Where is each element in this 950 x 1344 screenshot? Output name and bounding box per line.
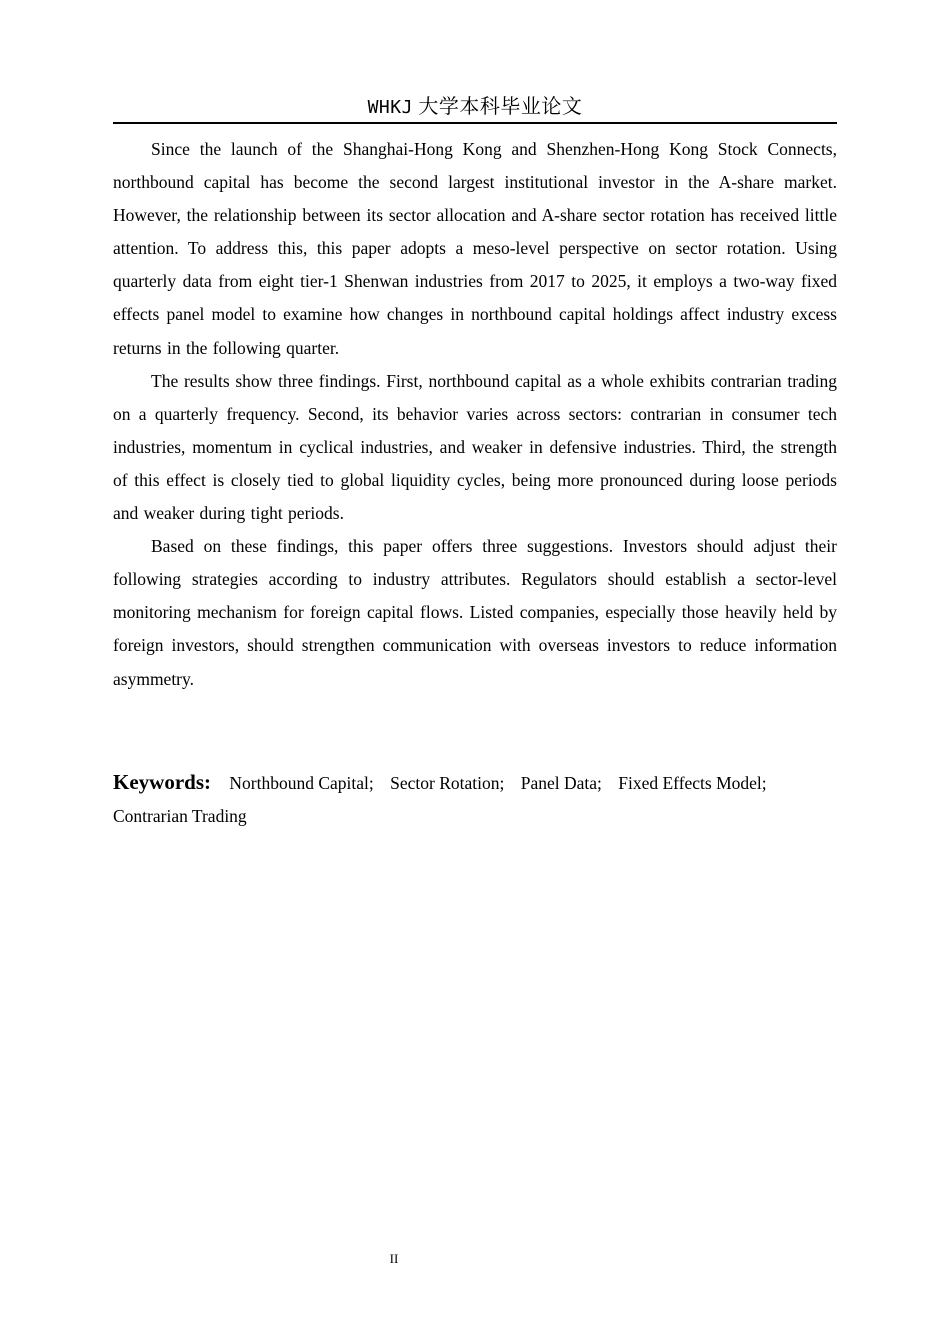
abstract-body <box>113 133 837 696</box>
keywords-label: Keywords: <box>113 770 211 794</box>
keyword-item: Contrarian Trading <box>113 806 247 826</box>
header-school-code: WHKJ <box>367 97 413 118</box>
abstract-paragraph: Based on these findings, this paper offers three suggestions. Investors should adjust their following strategies according to industry attributes. Regulators should establish a sector-level monitoring mechanism for foreign capital flows. Listed companies, especially those heavily held by foreign investors, should strengthen communication with overseas investors to reduce information asymmetry. <box>113 536 837 689</box>
keywords <box>113 766 837 833</box>
keyword-item: Sector Rotation; <box>390 773 505 793</box>
page-number: II <box>389 1251 399 1266</box>
header-thesis-title: 大学本科毕业论文 <box>418 96 583 118</box>
abstract-paragraph: The results show three findings. First, northbound capital as a whole exhibits contrarian trading on a quarterly frequency. Second, its behavior varies across sectors: contrarian in consumer tech industries, momentum in cyclical industries, and weaker in defensive industries. Third, the strength of this effect is closely tied to global liquidity cycles, being more pronounced during loose periods and weaker during tight periods. <box>113 370 837 524</box>
header-rule <box>113 122 837 124</box>
keyword-item: Fixed Effects Model; <box>618 773 767 793</box>
keyword-item: Panel Data; <box>520 773 602 793</box>
page-header <box>113 94 837 120</box>
abstract-paragraph: Since the launch of the Shanghai-Hong Kong and Shenzhen-Hong Kong Stock Connects, northbound capital has become the second largest institutional investor in the A-share market. However, the relationship between its sector allocation and A-share sector rotation has received little attention. To address this, this paper adopts a meso-level perspective on sector rotation. Using quarterly data from eight tier-1 Shenwan industries from 2017 to 2025, it employs a two-way fixed effects panel model to examine how changes in northbound capital holdings affect industry excess returns in the following quarter. <box>113 139 837 358</box>
keyword-item: Northbound Capital; <box>229 773 374 793</box>
